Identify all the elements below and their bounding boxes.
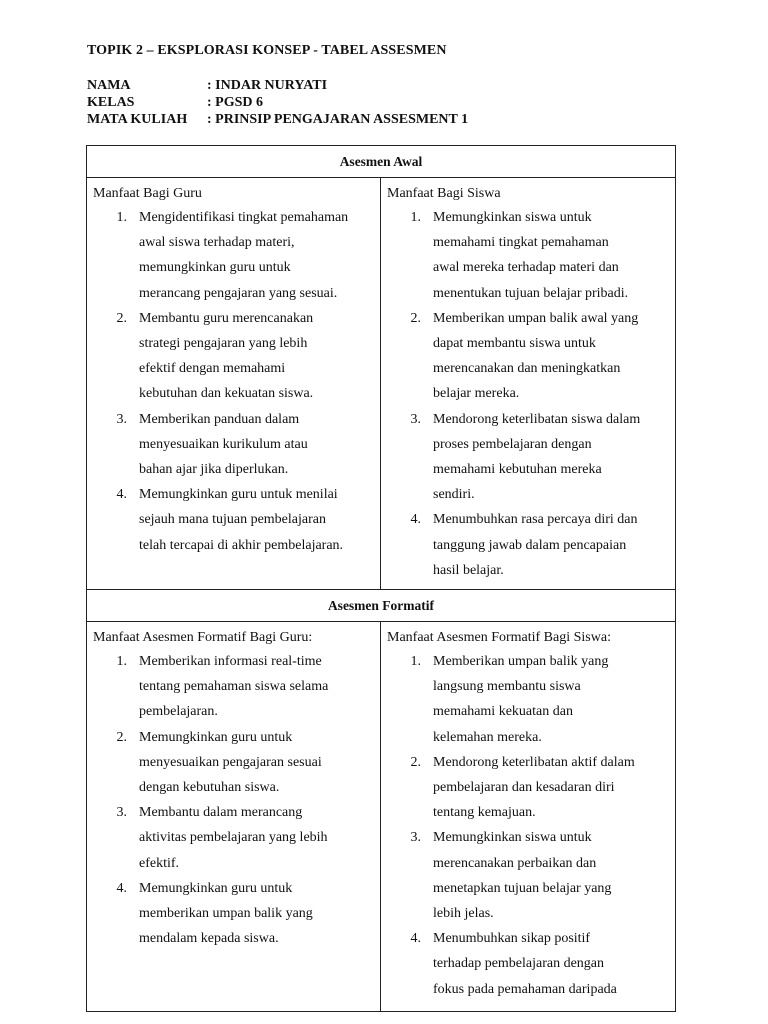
item-line: menetapkan tujuan belajar yang	[433, 880, 612, 896]
info-row-class	[87, 94, 468, 111]
cell-awal-guru	[87, 178, 381, 590]
column-heading: Manfaat Bagi Guru	[93, 186, 202, 201]
item-line: kebutuhan dan kekuatan siswa.	[139, 386, 314, 402]
item-number: 1.	[410, 210, 421, 225]
item-line: Mendorong keterlibatan aktif dalam	[433, 754, 635, 770]
cell-formatif-guru	[87, 622, 381, 1012]
item-line: dengan kebutuhan siswa.	[139, 780, 280, 796]
item-text	[139, 205, 374, 306]
list-item	[387, 507, 669, 583]
info-value-name: : INDAR NURYATI	[207, 78, 328, 93]
item-line: kelemahan mereka.	[433, 729, 542, 745]
item-line: Memberikan umpan balik yang	[433, 654, 609, 670]
item-line: tentang pemahaman siswa selama	[139, 679, 329, 695]
item-line: bahan ajar jika diperlukan.	[139, 462, 289, 478]
list-item	[387, 926, 669, 1002]
item-line: Memungkinkan siswa untuk	[433, 210, 592, 225]
item-line: pembelajaran.	[139, 704, 218, 720]
list-item	[387, 306, 669, 407]
item-line: Memberikan informasi real-time	[139, 654, 322, 670]
list-item	[93, 407, 374, 483]
section-title-formatif: Asesmen Formatif	[87, 590, 676, 622]
item-line: terhadap pembelajaran dengan	[433, 956, 605, 972]
item-number: 4.	[116, 880, 127, 896]
info-label-course: MATA KULIAH	[87, 112, 188, 127]
item-number: 2.	[410, 310, 421, 326]
item-number: 3.	[116, 411, 127, 427]
item-line: telah tercapai di akhir pembelajaran.	[139, 537, 344, 553]
list-item	[93, 306, 374, 407]
benefit-list	[387, 649, 669, 1002]
item-line: Membantu dalam merancang	[139, 805, 303, 821]
item-line: memungkinkan guru untuk	[139, 260, 291, 276]
item-line: Memberikan panduan dalam	[139, 411, 300, 427]
cell-formatif-siswa	[381, 622, 676, 1012]
student-info	[87, 77, 468, 128]
list-item	[93, 649, 374, 725]
info-row-name	[87, 77, 468, 94]
item-line: Memungkinkan guru untuk	[139, 880, 293, 896]
benefit-list	[93, 205, 374, 558]
item-number: 4.	[410, 512, 421, 528]
list-item	[93, 482, 374, 558]
item-text	[139, 649, 374, 725]
item-text	[139, 407, 374, 483]
list-item	[93, 800, 374, 876]
item-text	[139, 800, 374, 876]
list-item	[93, 876, 374, 952]
benefit-list	[387, 205, 669, 583]
list-item	[387, 407, 669, 508]
info-value-class: : PGSD 6	[207, 95, 263, 110]
item-line: awal mereka terhadap materi dan	[433, 260, 619, 276]
item-number: 2.	[116, 729, 127, 745]
item-line: sendiri.	[433, 487, 475, 503]
item-line: merencanakan perbaikan dan	[433, 855, 597, 871]
item-number: 4.	[410, 931, 421, 947]
item-line: dapat membantu siswa untuk	[433, 336, 596, 352]
item-number: 4.	[116, 487, 127, 503]
item-line: strategi pengajaran yang lebih	[139, 336, 308, 352]
list-item	[387, 205, 669, 306]
item-number: 1.	[116, 654, 127, 670]
item-line: tentang kemajuan.	[433, 805, 536, 821]
item-line: memahami tingkat pemahaman	[433, 235, 609, 251]
item-text	[433, 825, 669, 926]
list-item	[93, 725, 374, 801]
item-number: 2.	[116, 310, 127, 326]
item-text	[139, 482, 374, 558]
section-title-awal: Asesmen Awal	[87, 146, 676, 178]
item-text	[433, 407, 669, 508]
document-title: TOPIK 2 – EKSPLORASI KONSEP - TABEL ASSESMEN	[87, 43, 447, 58]
item-number: 1.	[116, 210, 127, 225]
item-line: menentukan tujuan belajar pribadi.	[433, 285, 629, 301]
item-line: memberikan umpan balik yang	[139, 906, 313, 922]
assessment-table	[86, 145, 676, 1012]
cell-awal-siswa	[381, 178, 676, 590]
benefit-list	[93, 649, 374, 951]
item-line: merancang pengajaran yang sesuai.	[139, 285, 338, 301]
item-line: Memungkinkan guru untuk	[139, 729, 293, 745]
item-text	[433, 507, 669, 583]
item-line: merencanakan dan meningkatkan	[433, 361, 621, 377]
item-line: Mengidentifikasi tingkat pemahaman	[139, 210, 349, 225]
item-line: Mendorong keterlibatan siswa dalam	[433, 411, 641, 427]
item-line: memahami kebutuhan mereka	[433, 462, 602, 478]
item-number: 1.	[410, 654, 421, 670]
item-text	[433, 649, 669, 750]
item-line: sejauh mana tujuan pembelajaran	[139, 512, 326, 528]
list-item	[387, 649, 669, 750]
item-line: menyesuaikan pengajaran sesuai	[139, 754, 322, 770]
item-line: aktivitas pembelajaran yang lebih	[139, 830, 328, 846]
item-text	[433, 205, 669, 306]
item-text	[433, 926, 669, 1002]
item-text	[433, 306, 669, 407]
item-line: langsung membantu siswa	[433, 679, 581, 695]
item-text	[433, 750, 669, 826]
column-heading: Manfaat Asesmen Formatif Bagi Guru:	[93, 630, 313, 646]
list-item	[387, 825, 669, 926]
item-line: Memberikan umpan balik awal yang	[433, 310, 639, 326]
info-label-class: KELAS	[87, 95, 135, 110]
item-line: Memungkinkan guru untuk menilai	[139, 487, 338, 503]
item-line: belajar mereka.	[433, 386, 520, 402]
column-heading: Manfaat Bagi Siswa	[387, 186, 501, 201]
item-number: 2.	[410, 754, 421, 770]
item-line: lebih jelas.	[433, 906, 494, 922]
item-number: 3.	[410, 830, 421, 846]
item-line: Memungkinkan siswa untuk	[433, 830, 592, 846]
list-item	[93, 205, 374, 306]
item-text	[139, 306, 374, 407]
item-line: menyesuaikan kurikulum atau	[139, 436, 308, 452]
item-line: fokus pada pemahaman daripada	[433, 981, 617, 997]
list-item	[387, 750, 669, 826]
item-line: mendalam kepada siswa.	[139, 931, 279, 947]
info-label-name: NAMA	[87, 78, 131, 93]
item-line: awal siswa terhadap materi,	[139, 235, 295, 251]
item-number: 3.	[116, 805, 127, 821]
item-line: Menumbuhkan sikap positif	[433, 931, 591, 947]
info-value-course: : PRINSIP PENGAJARAN ASSESMENT 1	[207, 112, 469, 127]
column-heading: Manfaat Asesmen Formatif Bagi Siswa:	[387, 630, 611, 646]
item-number: 3.	[410, 411, 421, 427]
item-line: Membantu guru merencanakan	[139, 310, 314, 326]
item-line: proses pembelajaran dengan	[433, 436, 592, 452]
item-line: pembelajaran dan kesadaran diri	[433, 780, 615, 796]
item-line: efektif dengan memahami	[139, 361, 286, 377]
item-line: efektif.	[139, 855, 180, 871]
item-line: tanggung jawab dalam pencapaian	[433, 537, 627, 553]
item-text	[139, 876, 374, 952]
item-line: hasil belajar.	[433, 562, 504, 578]
item-line: Menumbuhkan rasa percaya diri dan	[433, 512, 638, 528]
item-text	[139, 725, 374, 801]
info-row-course	[87, 111, 468, 128]
item-line: memahami kekuatan dan	[433, 704, 573, 720]
